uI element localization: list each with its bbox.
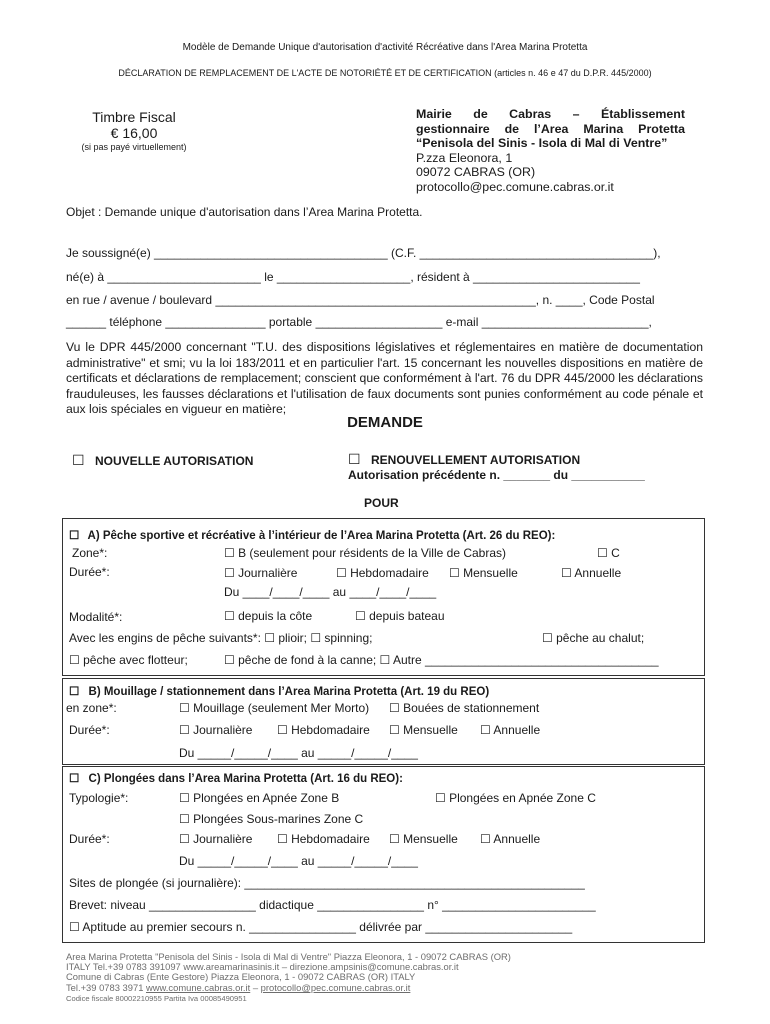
section-b-title: ☐ B) Mouillage / stationnement dans l’Area Marina Protetta (Art. 19 du REO)	[69, 686, 490, 698]
option-renouvellement-label: RENOUVELLEMENT AUTORISATION	[371, 453, 581, 467]
section-c-duree-mensuelle[interactable]: ☐ Mensuelle	[389, 832, 458, 846]
identity-line-contact[interactable]: ______ téléphone _______________ portable ___________________ e-mail _________________________,	[66, 315, 652, 329]
website-link[interactable]: www.comune.cabras.or.it	[146, 982, 251, 993]
section-c-dates[interactable]: Du _____/_____/____ au _____/_____/____	[179, 854, 418, 868]
object-line: Objet : Demande unique d'autorisation dans l’Area Marina Protetta.	[66, 205, 423, 219]
stamp-note: (si pas payé virtuellement)	[81, 142, 187, 152]
section-c-title: ☐ C) Plongées dans l’Area Marina Protetta (Art. 16 du REO):	[69, 773, 403, 785]
stamp-amount: € 16,00	[110, 125, 158, 141]
demande-title: DEMANDE	[347, 414, 423, 431]
pour-label: POUR	[364, 496, 399, 510]
section-c-apnee-c[interactable]: ☐ Plongées en Apnée Zone C	[435, 791, 596, 805]
identity-line-address[interactable]: en rue / avenue / boulevard ________________________________________________, n. ____, Code Postal	[66, 293, 655, 307]
section-b-duree-journaliere[interactable]: ☐ Journalière	[179, 723, 253, 737]
recipient-heading: Mairie de Cabras – Établissement gestionnaire de l’Area Marina Protetta “Penisola del Sinis - Isola di Mal di Ventre”	[416, 107, 685, 151]
section-b-mouillage[interactable]: ☐ Mouillage (seulement Mer Morto)	[179, 701, 370, 715]
section-a-flotteur[interactable]: ☐ pêche avec flotteur;	[69, 653, 188, 667]
section-a-chalut[interactable]: ☐ pêche au chalut;	[542, 631, 645, 645]
checkbox-icon[interactable]: ☐	[69, 530, 80, 542]
recipient-address	[416, 107, 685, 195]
option-nouvelle[interactable]	[72, 452, 253, 470]
section-a-modalite-label: Modalité*:	[69, 610, 123, 624]
section-a-duree-mensuelle[interactable]: ☐ Mensuelle	[449, 566, 518, 580]
footer-line-2: ITALY Tel.+39 0783 391097 www.areamarinasinis.it – direzione.ampsinis@comune.cabras.or.it	[66, 961, 459, 972]
section-a-engins[interactable]: Avec les engins de pêche suivants*: ☐ plioir; ☐ spinning;	[69, 631, 373, 645]
option-renouvellement[interactable]	[348, 451, 580, 469]
checkbox-icon[interactable]: ☐	[69, 686, 80, 698]
footer-line-1: Area Marina Protetta "Penisola del Sinis - Isola di Mal di Ventre" Piazza Eleonora, 1 - 09072 CABRAS (OR)	[66, 951, 511, 962]
section-a-modalite-bateau[interactable]: ☐ depuis bateau	[355, 609, 445, 623]
footer-fiscal-codes: Codice fiscale 80002210955 Partita Iva 00085490951	[66, 994, 247, 1003]
section-b-duree-annuelle[interactable]: ☐ Annuelle	[480, 723, 541, 737]
checkbox-icon[interactable]: ☐	[69, 773, 80, 785]
document-title: Modèle de Demande Unique d'autorisation d'activité Récréative dans l'Area Marina Protetta	[182, 42, 588, 53]
pec-email-link[interactable]: protocollo@pec.comune.cabras.or.it	[260, 982, 411, 993]
identity-line-birth[interactable]: né(e) à _______________________ le ____________________, résident à _________________________	[66, 270, 640, 284]
section-a-duree-label: Durée*:	[69, 565, 110, 579]
previous-authorization-field[interactable]: Autorisation précédente n. _______ du ___________	[348, 468, 645, 482]
checkbox-icon[interactable]: ☐	[72, 452, 85, 468]
section-b-duree-label: Durée*:	[69, 723, 110, 737]
section-c-duree-hebdomadaire[interactable]: ☐ Hebdomadaire	[277, 832, 370, 846]
section-b-dates[interactable]: Du _____/_____/____ au _____/_____/____	[179, 746, 418, 760]
section-c-sites[interactable]: Sites de plongée (si journalière): ___________________________________________________	[69, 876, 585, 890]
fiscal-stamp	[80, 109, 188, 153]
document-subtitle: DÉCLARATION DE REMPLACEMENT DE L'ACTE DE NOTORIÉTÉ ET DE CERTIFICATION (articles n. 46 e 47 du D.P.R. 445/2000)	[118, 68, 652, 78]
checkbox-icon[interactable]: ☐	[348, 451, 361, 467]
section-a-zone-c[interactable]: ☐ C	[597, 546, 620, 560]
section-a-zone-label: Zone*:	[72, 546, 108, 560]
section-c-duree-label: Durée*:	[69, 832, 110, 846]
section-c-sous-marines[interactable]: ☐ Plongées Sous-marines Zone C	[179, 812, 364, 826]
recipient-email: protocollo@pec.comune.cabras.or.it	[416, 179, 614, 194]
section-c-typologie-label: Typologie*:	[69, 791, 129, 805]
section-b-bouees[interactable]: ☐ Bouées de stationnement	[389, 701, 540, 715]
recipient-city: 09072 CABRAS (OR)	[416, 165, 536, 180]
section-b-zone-label: en zone*:	[66, 701, 117, 715]
section-a-zone-b[interactable]: ☐ B (seulement pour résidents de la Ville de Cabras)	[224, 546, 507, 560]
option-nouvelle-label: NOUVELLE AUTORISATION	[95, 454, 254, 468]
recipient-street: P.zza Eleonora, 1	[416, 150, 513, 165]
section-b-duree-hebdomadaire[interactable]: ☐ Hebdomadaire	[277, 723, 370, 737]
section-c-apnee-b[interactable]: ☐ Plongées en Apnée Zone B	[179, 791, 340, 805]
footer-line-3: Comune di Cabras (Ente Gestore) Piazza Eleonora, 1 - 09072 CABRAS (OR) ITALY	[66, 971, 416, 982]
section-a-duree-journaliere[interactable]: ☐ Journalière	[224, 566, 298, 580]
section-c-duree-annuelle[interactable]: ☐ Annuelle	[480, 832, 541, 846]
section-c-aptitude[interactable]: ☐ Aptitude au premier secours n. ________________ délivrée par ______________________	[69, 920, 573, 934]
stamp-title: Timbre Fiscal	[92, 109, 176, 125]
section-b-duree-mensuelle[interactable]: ☐ Mensuelle	[389, 723, 458, 737]
section-c-duree-journaliere[interactable]: ☐ Journalière	[179, 832, 253, 846]
section-a-duree-hebdomadaire[interactable]: ☐ Hebdomadaire	[336, 566, 429, 580]
section-a-modalite-cote[interactable]: ☐ depuis la côte	[224, 609, 313, 623]
identity-line-name[interactable]: Je soussigné(e) ___________________________________ (C.F. ___________________________________),	[66, 246, 661, 260]
footer-line-4: Tel.+39 0783 3971 www.comune.cabras.or.it – protocollo@pec.comune.cabras.or.it	[66, 982, 411, 993]
section-a-title: ☐ A) Pêche sportive et récréative à l’intérieur de l’Area Marina Protetta (Art. 26 du REO):	[69, 530, 556, 542]
declaration-paragraph: Vu le DPR 445/2000 concernant "T.U. des dispositions législatives et réglementaires en matière de documentation administrative" et smi; vu la loi 183/2011 et en particulier l'art. 15 concernant les nouvelles dispositions en matière de certificats et déclarations de remplacement; conscient que conformément à l'art. 76 du DPR 445/2000 les déclarations frauduleuses, les fausses déclarations et l'utilisation de faux documents sont punies conformément au code pénale et aux lois spéciales en vigueur en matière;	[66, 340, 703, 416]
section-a-duree-annuelle[interactable]: ☐ Annuelle	[561, 566, 622, 580]
section-c-brevet[interactable]: Brevet: niveau ________________ didactique ________________ n° _______________________	[69, 898, 596, 912]
section-a-fond-autre[interactable]: ☐ pêche de fond à la canne; ☐ Autre ___________________________________	[224, 653, 659, 667]
section-a-dates[interactable]: Du ____/____/____ au ____/____/____	[224, 585, 437, 599]
